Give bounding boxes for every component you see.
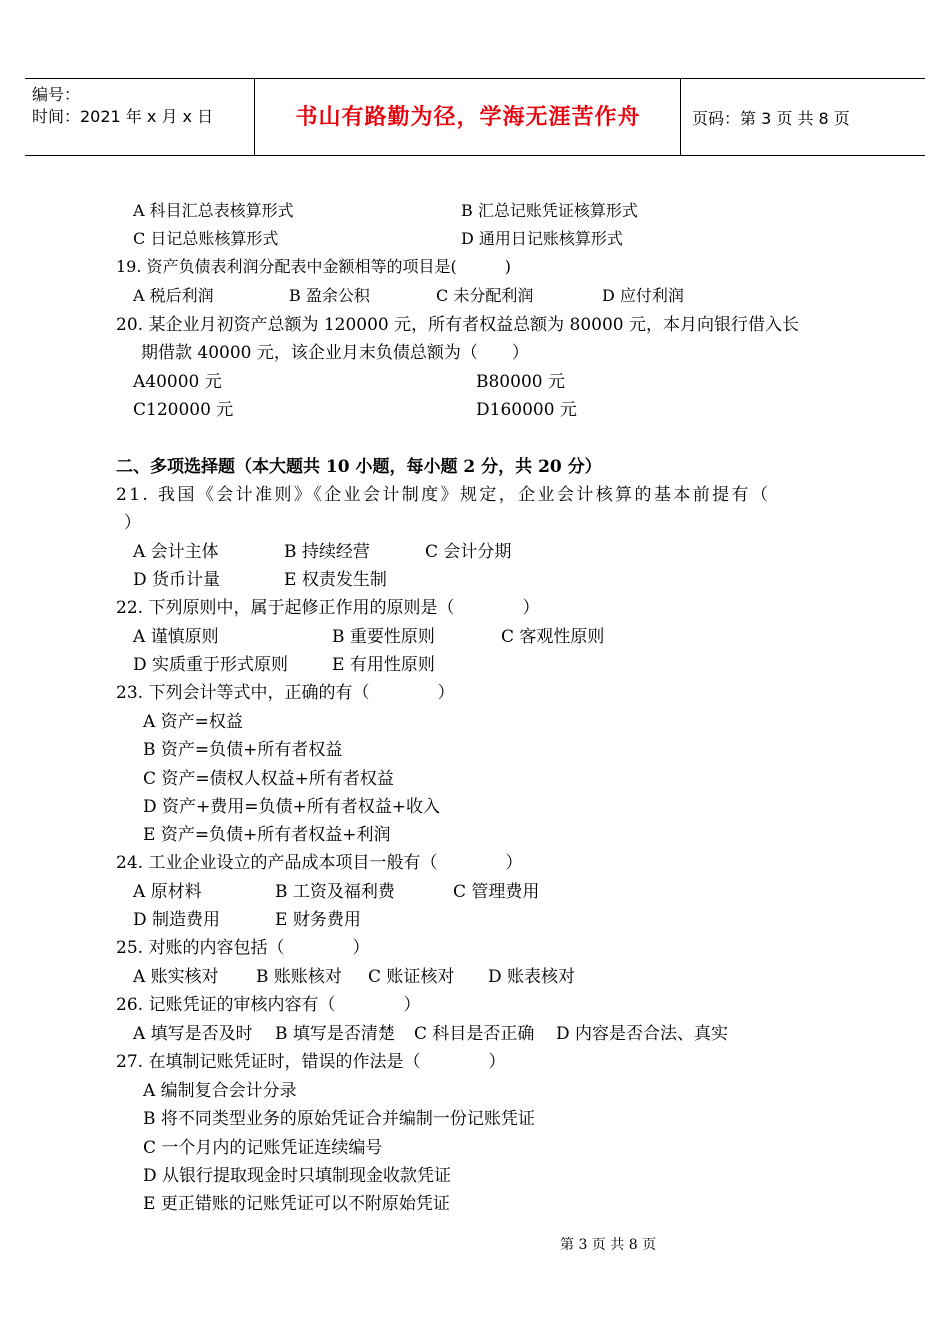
q22-option-a: A 谨慎原则 — [133, 627, 219, 647]
q26-option-d: D 内容是否合法、真实 — [556, 1024, 729, 1044]
q21-option-c: C 会计分期 — [425, 542, 512, 562]
q27-option-e: E 更正错账的记账凭证可以不附原始凭证 — [143, 1194, 450, 1214]
q22-option-d: D 实质重于形式原则 — [133, 655, 289, 675]
q23-option-c: C 资产=债权人权益+所有者权益 — [143, 769, 394, 789]
q23-option-a: A 资产=权益 — [143, 712, 243, 732]
q24-option-d: D 制造费用 — [133, 910, 221, 930]
q22-option-b: B 重要性原则 — [332, 627, 435, 647]
q20-option-c: C120000 元 — [133, 400, 234, 420]
q25-option-b: B 账账核对 — [256, 967, 342, 987]
q21-option-e: E 权责发生制 — [284, 570, 387, 590]
question-21-line-1: 21. 我国《会计准则》《企业会计制度》规定，企业会计核算的基本前提有（ — [116, 485, 771, 505]
q18-option-b: B 汇总记账凭证核算形式 — [461, 201, 638, 220]
header-divider-2 — [680, 78, 681, 155]
q23-option-d: D 资产+费用=负债+所有者权益+收入 — [143, 797, 441, 817]
question-20-line-1: 20. 某企业月初资产总额为 120000 元，所有者权益总额为 80000 元，本月向银行借入长 — [116, 315, 800, 335]
q25-option-c: C 账证核对 — [368, 967, 455, 987]
header-divider-1 — [254, 78, 255, 155]
header-motto: 书山有路勤为径，学海无涯苦作舟 — [295, 105, 641, 130]
header-page-info: 页码：第 3 页 共 8 页 — [692, 109, 850, 128]
question-22: 22. 下列原则中，属于起修正作用的原则是（ ） — [116, 598, 540, 618]
q19-option-a: A 税后利润 — [133, 286, 214, 305]
header-bottom-rule — [25, 155, 925, 156]
q27-option-b: B 将不同类型业务的原始凭证合并编制一份记账凭证 — [143, 1109, 535, 1129]
q24-option-b: B 工资及福利费 — [275, 882, 395, 902]
q22-option-e: E 有用性原则 — [332, 655, 435, 675]
q18-option-c: C 日记总账核算形式 — [133, 229, 279, 248]
question-25: 25. 对账的内容包括（ ） — [116, 938, 370, 958]
q21-option-a: A 会计主体 — [133, 542, 219, 562]
q18-option-a: A 科目汇总表核算形式 — [133, 201, 294, 220]
q20-option-d: D160000 元 — [476, 400, 577, 420]
question-21-line-2: ） — [124, 513, 141, 533]
q20-option-b: B80000 元 — [476, 372, 565, 392]
q27-option-a: A 编制复合会计分录 — [143, 1081, 297, 1101]
q25-option-d: D 账表核对 — [488, 967, 576, 987]
q23-option-e: E 资产=负债+所有者权益+利润 — [143, 825, 391, 845]
q25-option-a: A 账实核对 — [133, 967, 219, 987]
header-number-label: 编号： — [32, 85, 81, 104]
q27-option-c: C 一个月内的记账凭证连续编号 — [143, 1138, 383, 1158]
question-27: 27. 在填制记账凭证时，错误的作法是（ ） — [116, 1052, 506, 1072]
section-heading-multiple-choice: 二、多项选择题（本大题共 10 小题，每小题 2 分，共 20 分） — [116, 457, 602, 477]
q24-option-a: A 原材料 — [133, 882, 202, 902]
header-time-label: 时间：2021 年 x 月 x 日 — [32, 107, 214, 126]
question-20-line-2: 期借款 40000 元，该企业月末负债总额为（ ） — [141, 343, 529, 363]
q24-option-c: C 管理费用 — [453, 882, 540, 902]
page-footer: 第 3 页 共 8 页 — [560, 1237, 657, 1253]
question-23: 23. 下列会计等式中，正确的有（ ） — [116, 683, 455, 703]
q19-option-c: C 未分配利润 — [436, 286, 534, 305]
q19-option-d: D 应付利润 — [602, 286, 684, 305]
question-19: 19. 资产负债表利润分配表中金额相等的项目是( ) — [116, 257, 512, 276]
q23-option-b: B 资产=负债+所有者权益 — [143, 740, 343, 760]
q27-option-d: D 从银行提取现金时只填制现金收款凭证 — [143, 1166, 452, 1186]
q18-option-d: D 通用日记账核算形式 — [461, 229, 623, 248]
q24-option-e: E 财务费用 — [275, 910, 361, 930]
q20-option-a: A40000 元 — [133, 372, 222, 392]
q21-option-d: D 货币计量 — [133, 570, 221, 590]
q26-option-a: A 填写是否及时 — [133, 1024, 253, 1044]
question-26: 26. 记账凭证的审核内容有（ ） — [116, 995, 421, 1015]
q26-option-c: C 科目是否正确 — [414, 1024, 535, 1044]
q19-option-b: B 盈余公积 — [289, 286, 370, 305]
question-24: 24. 工业企业设立的产品成本项目一般有（ ） — [116, 853, 523, 873]
q26-option-b: B 填写是否清楚 — [275, 1024, 395, 1044]
q21-option-b: B 持续经营 — [284, 542, 370, 562]
q22-option-c: C 客观性原则 — [501, 627, 605, 647]
header-top-rule — [25, 78, 925, 79]
